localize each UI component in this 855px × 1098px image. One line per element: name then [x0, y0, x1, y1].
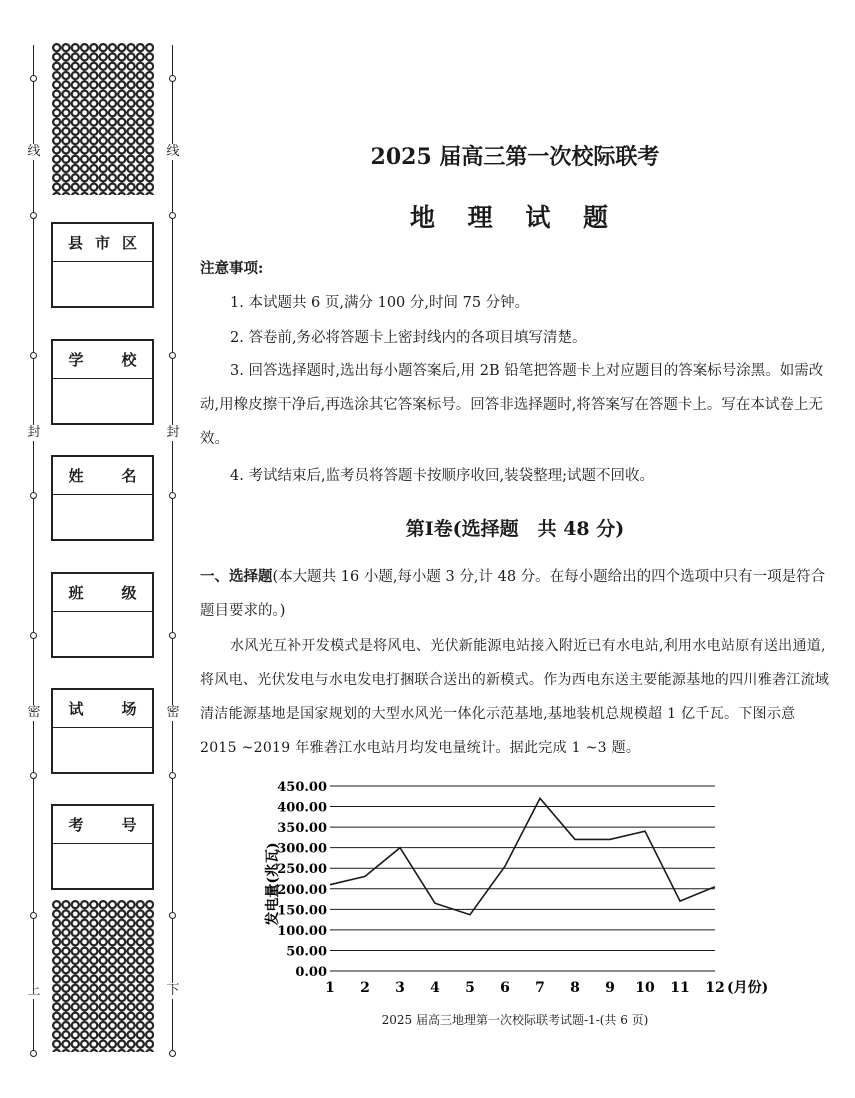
ring-marker — [169, 492, 176, 499]
binding-margin — [0, 0, 190, 1098]
school-field-label: 学 校 — [53, 341, 152, 379]
county-field[interactable] — [51, 222, 154, 308]
ring-marker — [169, 352, 176, 359]
ring-marker — [30, 492, 37, 499]
right-seal-line — [172, 45, 173, 1055]
exam-subject-title: 地 理 试 题 — [409, 203, 621, 232]
y-tick-label: 400.00 — [277, 800, 327, 816]
exam-number-field-label: 考 号 — [53, 806, 152, 844]
county-field-label: 县 市 区 — [53, 224, 152, 262]
notice-item: 1. 本试题共 6 页,满分 100 分,时间 75 分钟。 — [230, 295, 530, 311]
seal-label-seal-left: 封 — [27, 425, 41, 440]
y-tick-label: 0.00 — [295, 965, 327, 980]
y-tick-label: 150.00 — [277, 903, 327, 919]
x-tick-label: 10 — [635, 980, 655, 996]
y-tick-label: 450.00 — [277, 780, 327, 795]
ring-marker — [30, 632, 37, 639]
exam-room-field-label: 试 场 — [53, 690, 152, 728]
ring-marker — [30, 1050, 37, 1057]
bottom-dot-pattern — [52, 900, 154, 1052]
seal-label-up-left: 上 — [27, 983, 41, 998]
class-field[interactable] — [51, 572, 154, 658]
x-tick-label: 1 — [325, 980, 335, 996]
y-tick-label: 50.00 — [286, 944, 327, 960]
notice-heading: 注意事项: — [200, 260, 264, 277]
question-instruction-text: (本大题共 16 小题,每小题 3 分,计 48 分。在每小题给出的四个选项中只有一项是符合题目要求的。) — [200, 569, 826, 619]
x-tick-label: 2 — [360, 980, 370, 996]
exam-title: 2025 届高三第一次校际联考 — [370, 144, 660, 170]
ring-marker — [30, 912, 37, 919]
notice-item: 3. 回答选择题时,选出每小题答案后,用 2B 铅笔把答题卡上对应题目的答案标号涂黑。如需改动,用橡皮擦干净后,再选涂其它答案标号。回答非选择题时,将答案写在答题卡上。写在本试卷上无效。 — [200, 363, 824, 447]
page-footer: 2025 届高三地理第一次校际联考试题-1-(共 6 页) — [381, 1013, 649, 1027]
ring-marker — [30, 212, 37, 219]
seal-label-down-right: 下 — [166, 983, 180, 998]
y-tick-label: 200.00 — [277, 882, 327, 898]
exam-number-field[interactable] — [51, 804, 154, 890]
y-axis-label: 发电量(兆瓦) — [265, 842, 281, 926]
series-line — [330, 798, 715, 914]
ring-marker — [30, 772, 37, 779]
seal-label-secret-right: 密 — [166, 705, 180, 720]
ring-marker — [169, 772, 176, 779]
x-tick-label: 8 — [570, 980, 580, 996]
x-tick-label: 9 — [605, 980, 615, 996]
seal-label-secret-left: 密 — [27, 705, 41, 720]
x-tick-label: 12 — [705, 980, 725, 996]
x-tick-label: 4 — [430, 980, 440, 996]
ring-marker — [30, 352, 37, 359]
reading-passage: 水风光互补开发模式是将风电、光伏新能源电站接入附近已有水电站,利用水电站原有送出通道,将风电、光伏发电与水电发电打捆联合送出的新模式。作为西电东送主要能源基地的四川雅砻江流域清洁能源基地是国家规划的大型水风光一体化示范基地,基地装机总规模超 1 亿千瓦。下图示意 2015 ~2019 年雅砻江水电站月均发电量统计。据此完成 1 ~3 题。 — [200, 638, 830, 756]
seal-label-line-left: 线 — [27, 144, 41, 159]
ring-marker — [169, 1050, 176, 1057]
y-tick-label: 300.00 — [277, 841, 327, 857]
ring-marker — [169, 212, 176, 219]
notice-item: 4. 考试结束后,监考员将答题卡按顺序收回,装袋整理;试题不回收。 — [230, 468, 655, 484]
x-tick-label: 6 — [500, 980, 510, 996]
section-heading: 第Ⅰ卷(选择题 共 48 分) — [405, 518, 625, 540]
name-field-label: 姓 名 — [53, 457, 152, 495]
x-tick-label: 3 — [395, 980, 405, 996]
notice-item: 2. 答卷前,务必将答题卡上密封线内的各项目填写清楚。 — [230, 330, 587, 346]
ring-marker — [169, 912, 176, 919]
ring-marker — [169, 75, 176, 82]
x-axis-label: (月份) — [727, 980, 769, 996]
question-instruction — [200, 560, 832, 628]
y-tick-label: 100.00 — [277, 923, 327, 939]
top-dot-pattern — [52, 43, 154, 195]
x-tick-label: 11 — [670, 980, 690, 996]
ring-marker — [30, 75, 37, 82]
y-tick-label: 350.00 — [277, 821, 327, 837]
name-field[interactable] — [51, 455, 154, 541]
exam-room-field[interactable] — [51, 688, 154, 774]
power-generation-line-chart — [260, 772, 780, 1007]
seal-label-line-right: 线 — [166, 144, 180, 159]
y-tick-label: 250.00 — [277, 862, 327, 878]
question-type-label: 一、选择题 — [200, 568, 273, 585]
seal-label-seal-right: 封 — [166, 425, 180, 440]
ring-marker — [169, 632, 176, 639]
x-tick-label: 7 — [535, 980, 545, 996]
left-seal-line — [33, 45, 34, 1055]
class-field-label: 班 级 — [53, 574, 152, 612]
school-field[interactable] — [51, 339, 154, 425]
x-tick-label: 5 — [465, 980, 475, 996]
